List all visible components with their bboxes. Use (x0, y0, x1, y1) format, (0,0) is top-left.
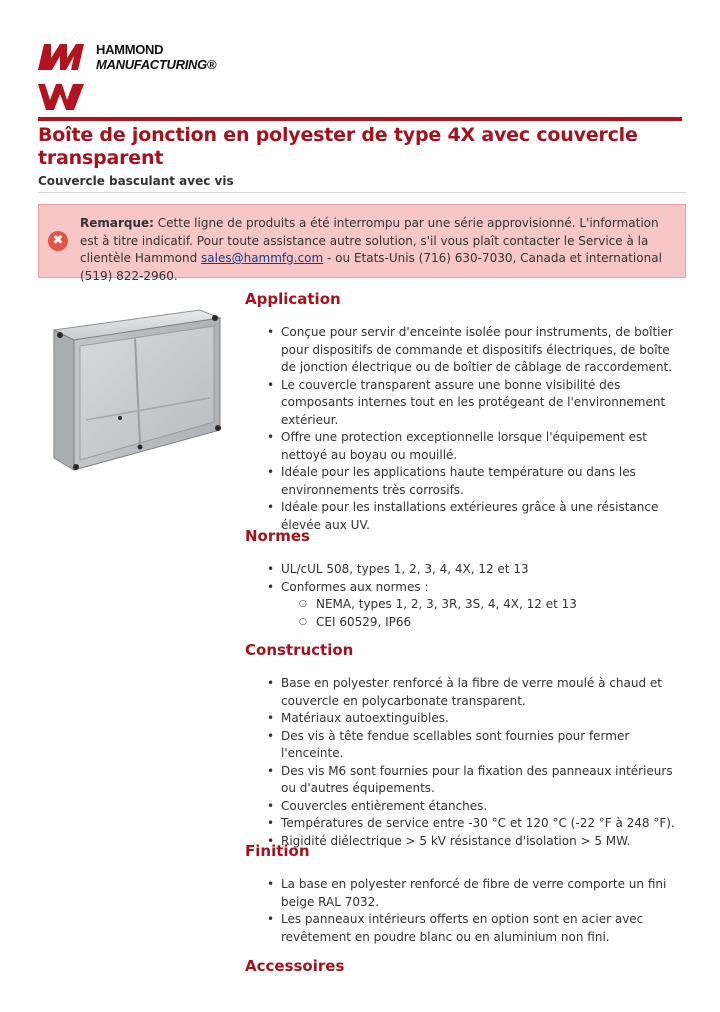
enclosure-product-image (40, 302, 230, 474)
list-item (245, 579, 685, 632)
sales-email-link[interactable]: sales@hammfg.com (201, 251, 324, 265)
subtitle-divider (38, 192, 686, 193)
list-item: • Des vis M6 sont fournies pour la fixation des panneaux intérieurs ou d'autres équipements. (245, 763, 685, 798)
construction-list (245, 675, 685, 850)
section-heading-normes: Normes (245, 527, 310, 545)
list-item: • Températures de service entre -30 °C et 120 °C (-22 °F à 248 °F). (245, 815, 685, 833)
notice-body-start: Cette ligne de produits a été interrompu par une série approvisionné. L'information est à titre indicatif. Pour toute assistance autre solution, s'il vous plaît contacter le Service à la clientèle Hammond (80, 216, 659, 265)
notice-label: Remarque: (80, 216, 154, 230)
list-item: • Base en polyester renforcé à la fibre de verre moulé à chaud et couvercle en polycarbonate transparent. (245, 675, 685, 710)
brand-line-1: HAMMOND (96, 42, 164, 57)
section-heading-finition: Finition (245, 842, 310, 860)
list-item: • Couvercles entièrement étanches. (245, 798, 685, 816)
sub-list-item: ○ NEMA, types 1, 2, 3, 3R, 3S, 4, 4X, 12 et 13 (281, 596, 685, 614)
list-item: • Rigidité diélectrique > 5 kV résistance d'isolation > 5 MW. (245, 833, 685, 851)
list-item: • La base en polyester renforcé de fibre de verre comporte un fini beige RAL 7032. (245, 876, 685, 911)
finition-list (245, 876, 685, 946)
header-divider (38, 117, 682, 121)
close-icon: ✖ (48, 231, 68, 251)
list-item: • Matériaux autoextinguibles. (245, 710, 685, 728)
normes-list (245, 561, 685, 631)
list-item: • Conçue pour servir d'enceinte isolée pour instruments, de boîtier pour dispositifs de commande et dispositifs électriques, de boîte de jonction électrique ou de boîtier de câblage de raccordement. (245, 324, 685, 377)
list-item: • Idéale pour les installations extérieures grâce à une résistance élevée aux UV. (245, 499, 685, 534)
normes-sub-list (281, 596, 685, 631)
list-item: • UL/cUL 508, types 1, 2, 3, 4, 4X, 12 et 13 (245, 561, 685, 579)
list-item: • Offre une protection exceptionnelle lorsque l'équipement est nettoyé au boyau ou mouillé. (245, 429, 685, 464)
list-item-text: Conformes aux normes : (281, 579, 429, 594)
list-item: • Idéale pour les applications haute température ou dans les environnements très corrosifs. (245, 464, 685, 499)
section-heading-accessoires: Accessoires (245, 957, 345, 975)
list-item: • Des vis à tête fendue scellables sont fournies pour fermer l'enceinte. (245, 728, 685, 763)
list-item: • Les panneaux intérieurs offerts en option sont en acier avec revêtement en poudre blanc ou en aluminium non fini. (245, 911, 685, 946)
notice-body-end: - ou Etats-Unis (716) 630-7030, Canada et international (519) 822-2960. (80, 251, 662, 283)
hammond-logo-icon (38, 42, 88, 112)
sub-list-item: ○ CEI 60529, IP66 (281, 614, 685, 632)
page-title: Boîte de jonction en polyester de type 4X avec couvercle transparent (38, 124, 638, 169)
list-item: • Le couvercle transparent assure une bonne visibilité des composants internes tout en les protégeant de l'environnement extérieur. (245, 377, 685, 430)
brand-line-2: MANUFACTURING® (96, 57, 217, 72)
section-heading-application: Application (245, 290, 341, 308)
brand-wordmark (96, 42, 216, 72)
notice-text (80, 215, 676, 285)
application-list (245, 324, 685, 534)
section-heading-construction: Construction (245, 641, 354, 659)
page-subtitle: Couvercle basculant avec vis (38, 174, 234, 188)
discontinued-notice (38, 204, 686, 283)
